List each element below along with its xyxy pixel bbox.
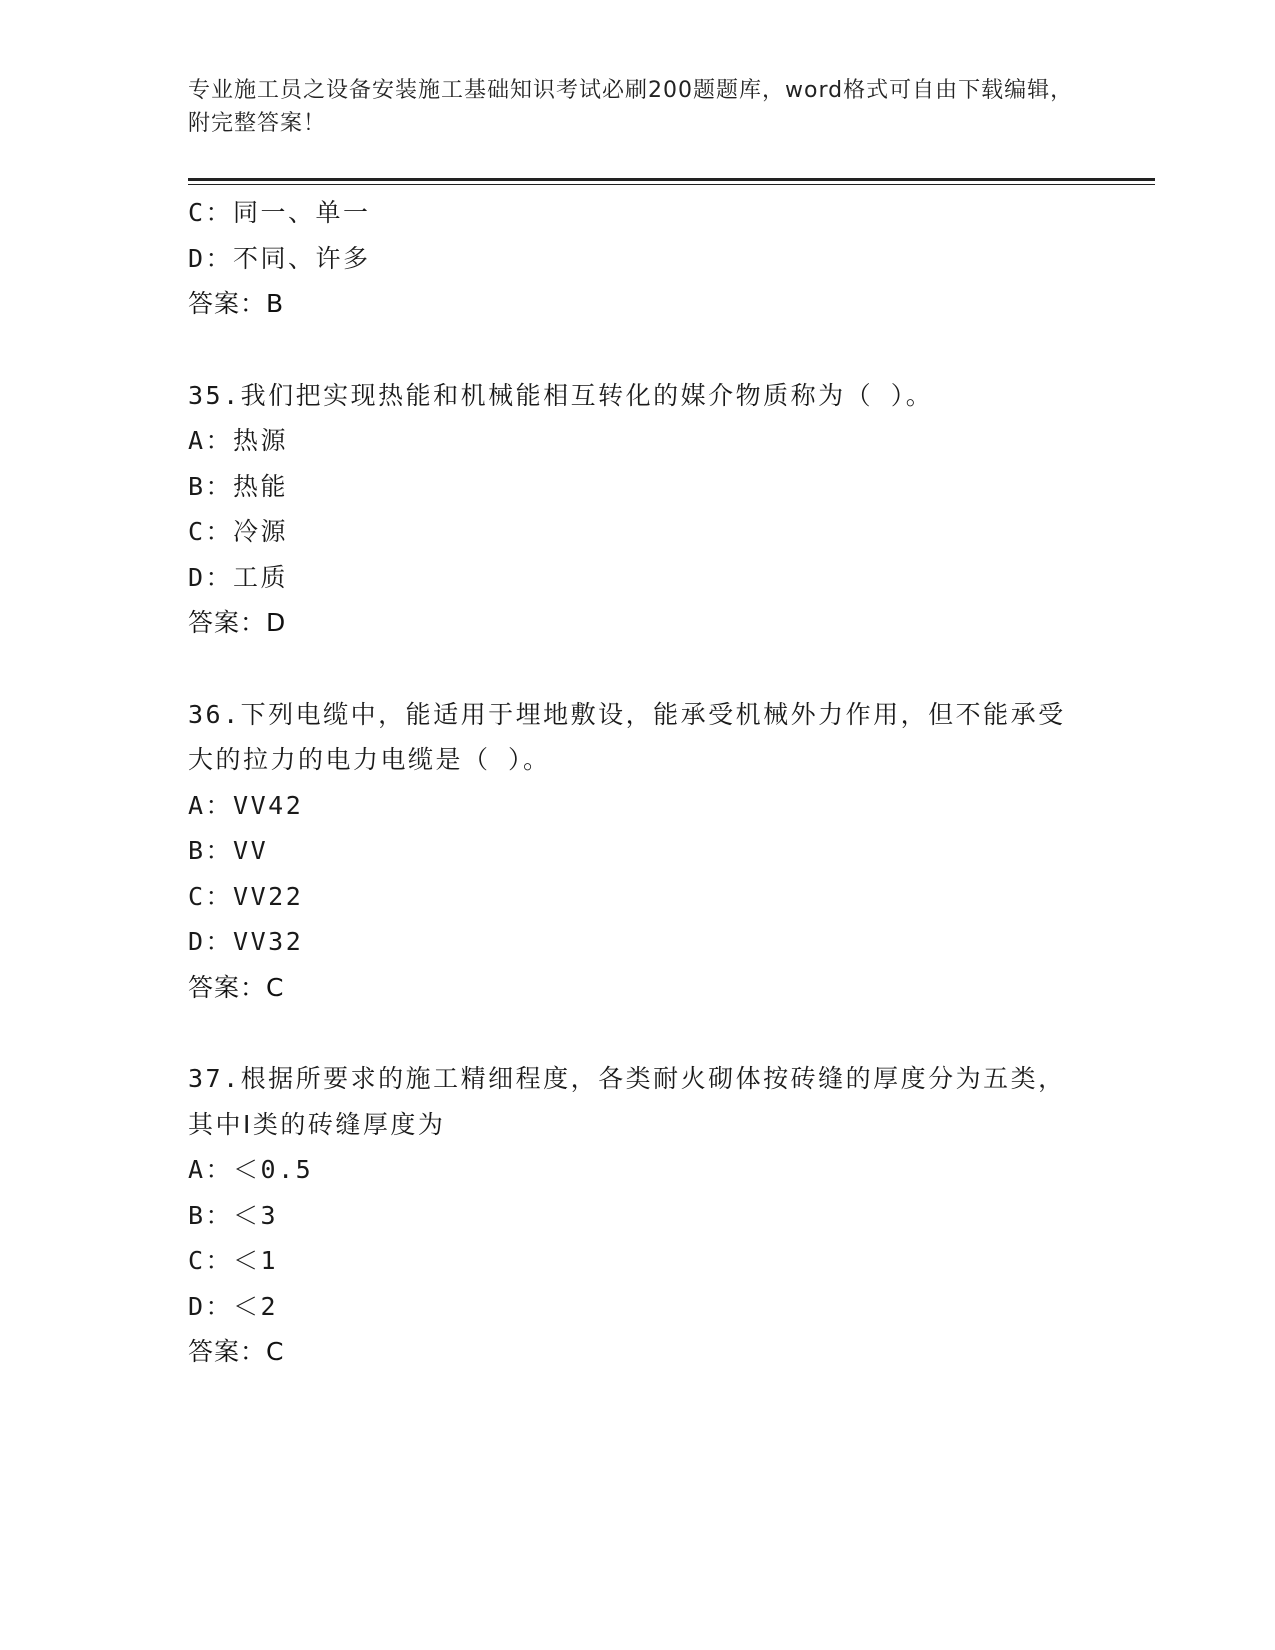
option-c: C：冷源: [188, 517, 289, 546]
option-d: D：＜2: [188, 1291, 279, 1321]
header-divider: [188, 178, 1155, 181]
option-c: C：VV22: [188, 881, 304, 911]
option-d: D：工质: [188, 562, 289, 592]
option-d: D：不同、许多: [188, 243, 371, 273]
answer-line: 答案：D: [188, 608, 287, 637]
question-text: 36.下列电缆中，能适用于埋地敷设，能承受机械外力作用，但不能承受大的拉力的电力电缆是（ ）。: [188, 699, 1066, 774]
option-a: A：热源: [188, 426, 289, 455]
header-divider-thin: [188, 184, 1155, 185]
option-c: C：＜1: [188, 1246, 279, 1275]
question-text: 37.根据所要求的施工精细程度，各类耐火砌体按砖缝的厚度分为五类，其中Ⅰ类的砖缝厚度为: [188, 1064, 1066, 1139]
option-a: A：＜0.5: [188, 1155, 314, 1184]
question-block-partial: [188, 190, 1088, 327]
answer-line: 答案：B: [188, 289, 285, 318]
spacer: [188, 1010, 1088, 1056]
spacer: [188, 327, 1088, 373]
option-b: B：热能: [188, 471, 289, 501]
question-block-37: [188, 1056, 1088, 1375]
question-text: 35.我们把实现热能和机械能相互转化的媒介物质称为（ ）。: [188, 380, 934, 410]
option-b: B：VV: [188, 836, 269, 865]
document-header: [188, 74, 1088, 140]
answer-line: 答案：C: [188, 1337, 285, 1366]
question-block-35: [188, 373, 1088, 646]
answer-line: 答案：C: [188, 972, 285, 1002]
option-c: C：同一、单一: [188, 198, 371, 227]
header-text: 专业施工员之设备安装施工基础知识考试必刷200题题库，word格式可自由下载编辑，附完整答案！: [188, 78, 1074, 136]
option-d: D：VV32: [188, 927, 304, 956]
spacer: [188, 646, 1088, 692]
question-block-36: [188, 692, 1088, 1011]
option-b: B：＜3: [188, 1200, 279, 1230]
option-a: A：VV42: [188, 790, 304, 820]
question-list: [188, 190, 1088, 1375]
